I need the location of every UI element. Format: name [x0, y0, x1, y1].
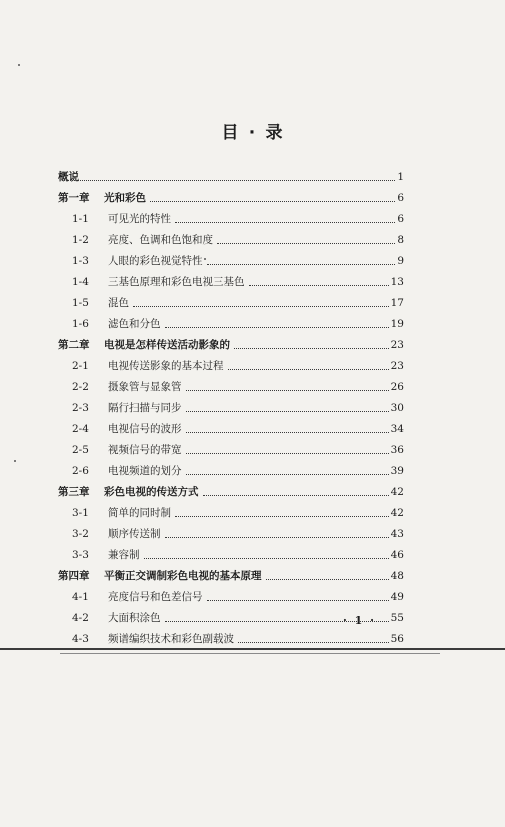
toc-entry-page: 30	[390, 402, 404, 414]
toc-entry-title: 视频信号的带宽	[108, 444, 182, 456]
toc-leader-dots	[228, 369, 389, 370]
toc-entry-title: 频谱编织技术和彩色副载波	[108, 633, 234, 645]
toc-entry-number: 4-1	[72, 591, 89, 603]
toc-section-row	[58, 268, 404, 289]
toc-entry-title: 电视传送影象的基本过程	[108, 360, 224, 372]
toc-entry-page: 6	[397, 192, 404, 204]
toc-entry-title: 可见光的特性	[108, 213, 171, 225]
toc-entry-page: 36	[390, 444, 404, 456]
toc-leader-dots	[144, 558, 389, 559]
toc-entry-page: 43	[390, 528, 404, 540]
toc-entry-number: 1-6	[72, 318, 89, 330]
toc-entry-page: 55	[390, 612, 404, 624]
toc-entry-number: 第一章	[58, 192, 90, 204]
toc-leader-dots	[150, 201, 395, 202]
toc-entry-number: 4-3	[72, 633, 89, 645]
toc-chapter-row	[58, 184, 404, 205]
toc-entry-number: 3-2	[72, 528, 89, 540]
toc-entry-number: 2-6	[72, 465, 89, 477]
toc-entry-title: 平衡正交调制彩色电视的基本原理	[104, 570, 262, 582]
toc-leader-dots	[207, 264, 396, 265]
toc-leader-dots	[175, 222, 395, 223]
toc-section-row	[58, 583, 404, 604]
toc-section-row	[58, 373, 404, 394]
toc-entry-number: 2-5	[72, 444, 89, 456]
toc-entry-title: 电视是怎样传送活动影象的	[104, 339, 230, 351]
toc-entry-number: 1-1	[72, 213, 89, 225]
toc-entry-number: 1-4	[72, 276, 89, 288]
toc-section-row	[58, 205, 404, 226]
toc-chapter-row	[58, 562, 404, 583]
toc-entry-page: 13	[390, 276, 404, 288]
toc-leader-dots	[165, 327, 389, 328]
toc-entry-number: 3-3	[72, 549, 89, 561]
toc-leader-dots	[186, 411, 389, 412]
toc-leader-dots	[175, 516, 389, 517]
toc-entry-title: 光和彩色	[104, 192, 146, 204]
toc-entry-number: 4-2	[72, 612, 89, 624]
toc-entry-title: 电视频道的划分	[108, 465, 182, 477]
toc-leader-dots	[62, 180, 395, 181]
toc-entry-page: 17	[390, 297, 404, 309]
toc-entry-number: 第三章	[58, 486, 90, 498]
toc-chapter-row	[58, 331, 404, 352]
scan-speck	[18, 64, 20, 66]
toc-entry-page: 23	[390, 339, 404, 351]
toc-leader-dots	[165, 537, 389, 538]
toc-entry-number: 2-1	[72, 360, 89, 372]
toc-entry-title: 大面积涂色	[108, 612, 161, 624]
toc-entry-page: 48	[390, 570, 404, 582]
toc-entry-title: 混色	[108, 297, 129, 309]
toc-section-row	[58, 289, 404, 310]
toc-entry-number: 2-2	[72, 381, 89, 393]
toc-entry-number: 1-3	[72, 255, 89, 267]
toc-leader-dots	[186, 474, 389, 475]
toc-entry-number: 2-3	[72, 402, 89, 414]
toc-entry-page: 6	[397, 213, 404, 225]
toc-section-row	[58, 352, 404, 373]
toc-section-row	[58, 394, 404, 415]
toc-section-row	[58, 541, 404, 562]
table-of-contents	[58, 163, 404, 646]
toc-section-row	[58, 625, 404, 646]
toc-section-row	[58, 436, 404, 457]
toc-section-row	[58, 499, 404, 520]
toc-entry-number: 1-5	[72, 297, 89, 309]
toc-entry-title: 电视信号的波形	[108, 423, 182, 435]
toc-heading: 目 · 录	[221, 123, 284, 143]
toc-section-row	[58, 226, 404, 247]
toc-entry-page: 56	[390, 633, 404, 645]
toc-entry-page: 19	[390, 318, 404, 330]
toc-entry-title: 三基色原理和彩色电视三基色	[108, 276, 245, 288]
toc-entry-page: 42	[390, 507, 404, 519]
toc-entry-number: 1-2	[72, 234, 89, 246]
toc-entry-page: 1	[397, 171, 404, 183]
toc-section-row	[58, 247, 404, 268]
toc-leader-dots	[186, 453, 389, 454]
page-bottom-rule	[0, 648, 505, 650]
toc-leader-dots	[234, 348, 389, 349]
toc-entry-title: 顺序传送制	[108, 528, 161, 540]
toc-entry-page: 9	[397, 255, 404, 267]
toc-entry-page: 39	[390, 465, 404, 477]
toc-entry-title: 亮度信号和色差信号	[108, 591, 203, 603]
toc-leader-dots	[186, 390, 389, 391]
toc-section-row	[58, 415, 404, 436]
toc-heading-left: 目	[221, 123, 240, 143]
toc-entry-title: 滤色和分色	[108, 318, 161, 330]
toc-entry-number: 第二章	[58, 339, 90, 351]
page-bottom-rule-secondary	[60, 653, 440, 654]
toc-section-row	[58, 520, 404, 541]
toc-section-row	[58, 457, 404, 478]
toc-heading-right: 录	[265, 123, 284, 143]
toc-entry-page: 46	[390, 549, 404, 561]
toc-entry-number: 3-1	[72, 507, 89, 519]
toc-entry-page: 42	[390, 486, 404, 498]
toc-leader-dots	[217, 243, 395, 244]
toc-entry-title: 简单的同时制	[108, 507, 171, 519]
scan-speck	[14, 460, 16, 462]
toc-leader-dots	[186, 432, 389, 433]
toc-leader-dots	[203, 495, 389, 496]
toc-entry-number: 2-4	[72, 423, 89, 435]
toc-entry-title: 亮度、色调和色饱和度	[108, 234, 213, 246]
toc-leader-dots	[238, 642, 389, 643]
toc-entry-number: 第四章	[58, 570, 90, 582]
toc-chapter-row	[58, 478, 404, 499]
toc-entry-page: 49	[390, 591, 404, 603]
page-number: · 1 ·	[343, 614, 376, 627]
toc-entry-title: 人眼的彩色视觉特性	[108, 255, 203, 267]
toc-leader-dots	[133, 306, 389, 307]
toc-entry-page: 26	[390, 381, 404, 393]
toc-chapter-row: 概说 1	[58, 171, 404, 183]
toc-entry-title: 彩色电视的传送方式	[104, 486, 199, 498]
toc-entry-page: 34	[390, 423, 404, 435]
toc-entry-title: 隔行扫描与同步	[108, 402, 182, 414]
toc-entry-title: 兼容制	[108, 549, 140, 561]
toc-entry-title: 摄象管与显象管	[108, 381, 182, 393]
toc-section-row	[58, 310, 404, 331]
toc-entry-page: 23	[390, 360, 404, 372]
toc-leader-dots	[207, 600, 389, 601]
toc-leader-dots	[266, 579, 389, 580]
toc-entry-page: 8	[397, 234, 404, 246]
scan-speck	[204, 258, 206, 260]
toc-leader-dots	[249, 285, 389, 286]
